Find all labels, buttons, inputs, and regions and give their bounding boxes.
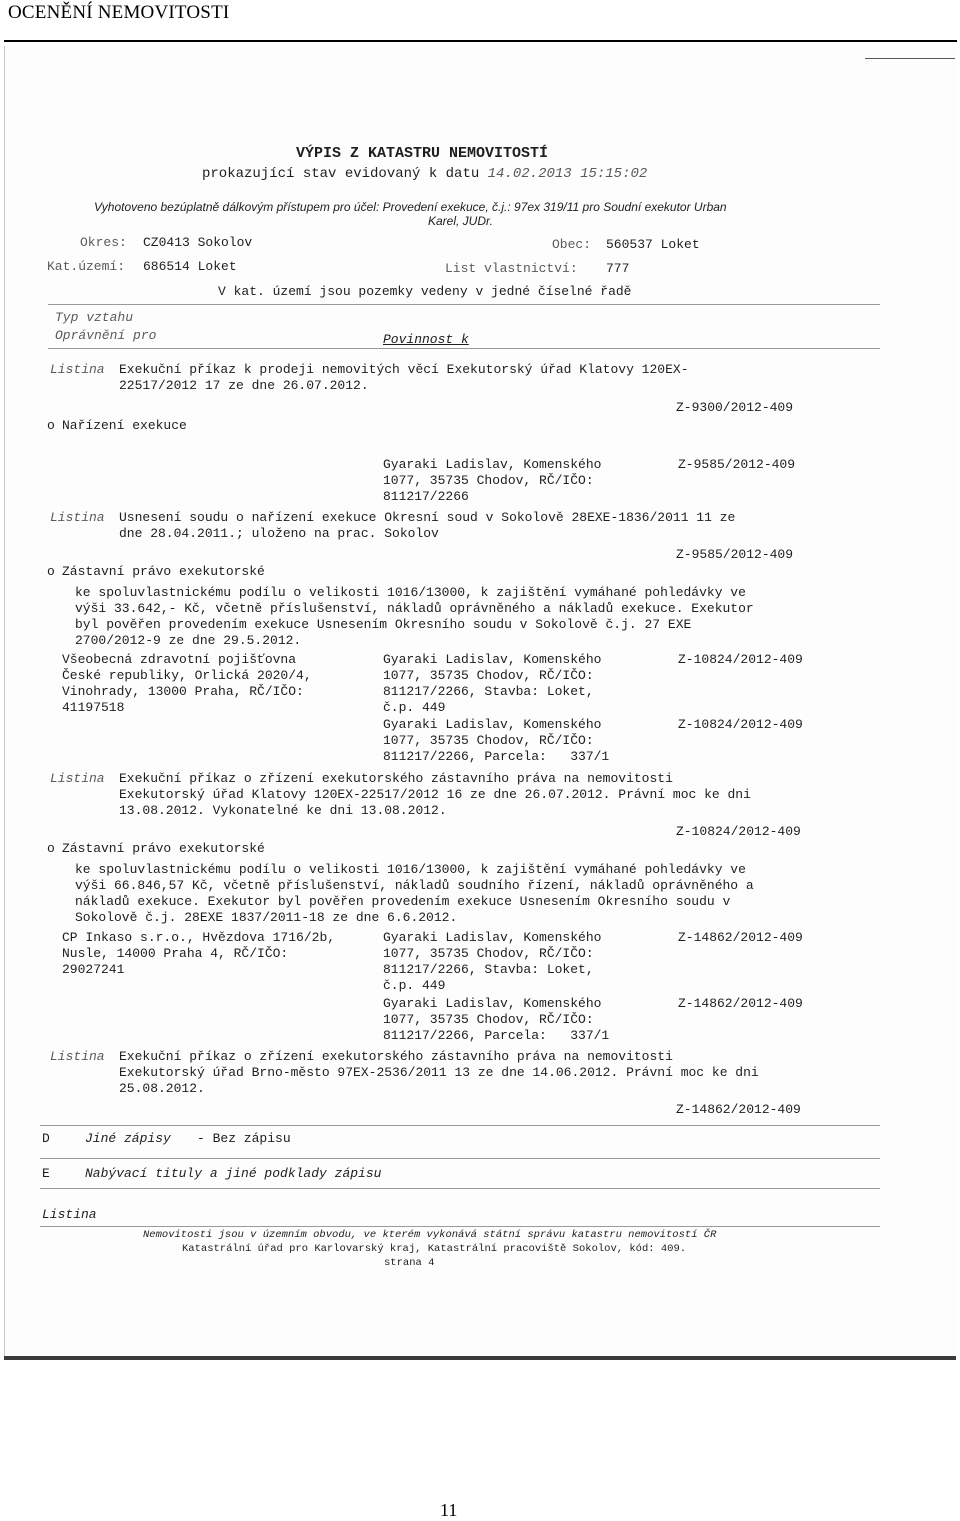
- footer-note: Nemovitosti jsou v územním obvodu, ve kterém vykonává státní správu katastru nemovitostí ČR: [143, 1229, 717, 1241]
- entry-description: Sokolově č.j. 28EXE 1837/2011-18 ze dne 6.6.2012.: [75, 910, 458, 925]
- produced-line-1: Vyhotoveno bezúplatně dálkovým přístupem pro účel: Provedení exekuce, č.j.: 97ex 319/11 pro Soudní exekutor Urban: [94, 200, 727, 214]
- section-d-value: - Bez zápisu: [197, 1131, 291, 1146]
- listina-label: Listina: [50, 771, 105, 786]
- party-text: 811217/2266, Stavba: Loket,: [383, 962, 594, 977]
- section-e-title: Nabývací tituly a jiné podklady zápisu: [85, 1166, 382, 1181]
- divider: [40, 1226, 880, 1227]
- party-text: 1077, 35735 Chodov, RČ/IČO:: [383, 473, 594, 488]
- section-d-title: Jiné zápisy: [85, 1131, 171, 1146]
- section-d-letter: D: [42, 1131, 50, 1146]
- listina-text: 25.08.2012.: [119, 1081, 205, 1096]
- lv-label: List vlastnictví:: [445, 261, 578, 276]
- creditor-text: CP Inkaso s.r.o., Hvězdova 1716/2b,: [62, 930, 336, 945]
- header-rule: [4, 40, 957, 42]
- divider: [48, 304, 880, 305]
- listina-text: Exekutorský úřad Klatovy 120EX-22517/2012 16 ze dne 26.07.2012. Právní moc ke dni: [119, 787, 751, 802]
- listina-label: Listina: [50, 1049, 105, 1064]
- reference-number: Z-9300/2012-409: [676, 400, 794, 415]
- entry-description: výši 33.642,- Kč, včetně příslušenství, nákladů oprávněného a nákladů exekuce. Exekutor: [75, 601, 754, 616]
- page-header-title: OCENĚNÍ NEMOVITOSTI: [8, 2, 230, 23]
- bullet-icon: o: [47, 841, 55, 856]
- reference-number: Z-14862/2012-409: [678, 996, 803, 1011]
- divider: [48, 348, 880, 349]
- listina-text: Usnesení soudu o nařízení exekuce Okresní soud v Sokolově 28EXE-1836/2011 11 ze: [119, 510, 736, 525]
- creditor-text: 29027241: [62, 962, 125, 977]
- listina-text: 22517/2012 17 ze dne 26.07.2012.: [119, 378, 369, 393]
- reference-number: Z-14862/2012-409: [676, 1102, 801, 1117]
- reference-number: Z-9585/2012-409: [676, 547, 794, 562]
- reference-number: Z-10824/2012-409: [678, 652, 803, 667]
- column-povinnost: Povinnost k: [383, 332, 469, 347]
- creditor-text: Všeobecná zdravotní pojišťovna: [62, 652, 297, 667]
- listina-text: Exekuční příkaz o zřízení exekutorského zástavního práva na nemovitosti: [119, 1049, 673, 1064]
- listina-text: dne 28.04.2011.; uloženo na prac. Sokolov: [119, 526, 439, 541]
- party-text: 1077, 35735 Chodov, RČ/IČO:: [383, 733, 594, 748]
- entry-title: Zástavní právo exekutorské: [62, 564, 265, 579]
- party-text: Gyaraki Ladislav, Komenského: [383, 996, 602, 1011]
- pozemky-note: V kat. území jsou pozemky vedeny v jedné číselné řadě: [218, 284, 632, 299]
- entry-title: Zástavní právo exekutorské: [62, 841, 265, 856]
- party-text: Gyaraki Ladislav, Komenského: [383, 652, 602, 667]
- party-text: č.p. 449: [383, 700, 446, 715]
- scan-bottom-edge: [4, 1356, 956, 1360]
- party-text: 1077, 35735 Chodov, RČ/IČO:: [383, 668, 594, 683]
- kat-label: Kat.území:: [47, 259, 126, 274]
- divider: [40, 1188, 880, 1189]
- section-e-letter: E: [42, 1166, 50, 1181]
- obec-label: Obec:: [552, 237, 592, 252]
- party-text: 811217/2266: [383, 489, 469, 504]
- section-e-listina: Listina: [42, 1207, 97, 1222]
- reference-number: Z-14862/2012-409: [678, 930, 803, 945]
- page-number: 11: [440, 1500, 458, 1520]
- listina-text: Exekuční příkaz k prodeji nemovitých věcí Exekutorský úřad Klatovy 120EX-: [119, 362, 689, 377]
- entry-description: 2700/2012-9 ze dne 29.5.2012.: [75, 633, 302, 648]
- entry-description: ke spoluvlastnickému podílu o velikosti 1016/13000, k zajištění vymáhané pohledávky ve: [75, 862, 746, 877]
- creditor-text: Nusle, 14000 Praha 4, RČ/IČO:: [62, 946, 289, 961]
- party-text: 811217/2266, Parcela: 337/1: [383, 1028, 610, 1043]
- party-text: č.p. 449: [383, 978, 446, 993]
- scan-edge-mark: [865, 58, 955, 59]
- produced-line-2: Karel, JUDr.: [428, 214, 493, 228]
- party-text: Gyaraki Ladislav, Komenského: [383, 930, 602, 945]
- creditor-text: 41197518: [62, 700, 125, 715]
- column-opravneni: Oprávnění pro: [55, 328, 157, 343]
- column-typ-vztahu: Typ vztahu: [55, 310, 134, 325]
- reference-number: Z-10824/2012-409: [676, 824, 801, 839]
- party-text: Gyaraki Ladislav, Komenského: [383, 457, 602, 472]
- okres-label: Okres:: [80, 235, 127, 250]
- kat-value: 686514 Loket: [143, 259, 237, 274]
- listina-label: Listina: [50, 510, 105, 525]
- listina-text: Exekutorský úřad Brno-město 97EX-2536/2011 13 ze dne 14.06.2012. Právní moc ke dni: [119, 1065, 759, 1080]
- reference-number: Z-10824/2012-409: [678, 717, 803, 732]
- party-text: 1077, 35735 Chodov, RČ/IČO:: [383, 1012, 594, 1027]
- divider: [40, 1158, 880, 1159]
- creditor-text: České republiky, Orlická 2020/4,: [62, 668, 312, 683]
- listina-text: Exekuční příkaz o zřízení exekutorského zástavního práva na nemovitosti: [119, 771, 673, 786]
- lv-value: 777: [606, 261, 630, 276]
- entry-description: ke spoluvlastnickému podílu o velikosti 1016/13000, k zajištění vymáhané pohledávky ve: [75, 585, 746, 600]
- divider: [40, 1125, 880, 1126]
- party-text: 811217/2266, Parcela: 337/1: [383, 749, 610, 764]
- entry-description: byl pověřen provedením exekuce Usnesením Okresního soudu v Sokolově č.j. 27 EXE: [75, 617, 692, 632]
- okres-value: CZ0413 Sokolov: [143, 235, 253, 250]
- party-text: 811217/2266, Stavba: Loket,: [383, 684, 594, 699]
- footer-office: Katastrální úřad pro Karlovarský kraj, Katastrální pracoviště Sokolov, kód: 409.: [182, 1243, 687, 1255]
- bullet-icon: o: [47, 564, 55, 579]
- entry-description: nákladů exekuce. Exekutor byl pověřen provedením exekuce Usnesením Okresního soudu v: [75, 894, 731, 909]
- document-subtitle: [202, 166, 647, 182]
- party-text: 1077, 35735 Chodov, RČ/IČO:: [383, 946, 594, 961]
- document-title: VÝPIS Z KATASTRU NEMOVITOSTÍ: [296, 145, 549, 162]
- entry-description: výši 66.846,57 Kč, včetně příslušenství, nákladů soudního řízení, nákladů oprávněného a: [75, 878, 754, 893]
- listina-text: 13.08.2012. Vykonatelné ke dni 13.08.2012.: [119, 803, 447, 818]
- subtitle-prefix: prokazující stav evidovaný k datu: [202, 166, 488, 182]
- creditor-text: Vinohrady, 13000 Praha, RČ/IČO:: [62, 684, 304, 699]
- reference-number: Z-9585/2012-409: [678, 457, 796, 472]
- obec-value: 560537 Loket: [606, 237, 700, 252]
- entry-title: Nařízení exekuce: [62, 418, 187, 433]
- footer-page: strana 4: [384, 1257, 435, 1269]
- bullet-icon: o: [47, 418, 55, 433]
- listina-label: Listina: [50, 362, 105, 377]
- subtitle-date: 14.02.2013 15:15:02: [487, 166, 648, 182]
- party-text: Gyaraki Ladislav, Komenského: [383, 717, 602, 732]
